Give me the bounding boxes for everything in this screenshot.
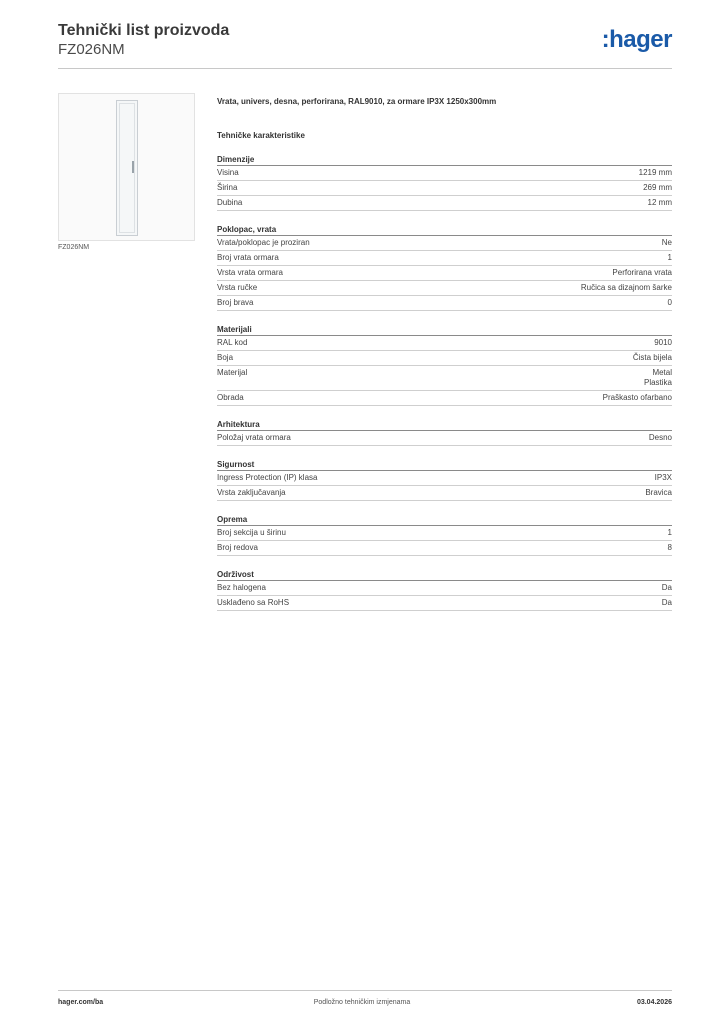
spec-value	[581, 283, 672, 293]
product-code-heading: FZ026NM	[58, 41, 125, 58]
spec-group	[217, 419, 672, 446]
spec-value	[612, 268, 672, 278]
spec-row	[217, 541, 672, 556]
door-handle-icon	[132, 161, 134, 173]
spec-value	[662, 598, 672, 608]
spec-label: Broj sekcija u širinu	[217, 528, 286, 537]
spec-label: RAL kod	[217, 338, 248, 347]
spec-group	[217, 514, 672, 556]
page-title: Tehnički list proizvoda	[58, 22, 230, 39]
spec-value	[645, 488, 672, 498]
spec-row	[217, 581, 672, 596]
spec-group-title: Oprema	[217, 514, 672, 526]
spec-row	[217, 296, 672, 311]
spec-value-line: Plastika	[643, 378, 672, 387]
spec-label: Položaj vrata ormara	[217, 433, 291, 442]
spec-group	[217, 569, 672, 611]
spec-value	[603, 393, 672, 403]
spec-value	[668, 528, 672, 538]
spec-row	[217, 596, 672, 611]
spec-label: Širina	[217, 183, 238, 192]
spec-group	[217, 224, 672, 311]
spec-row	[217, 431, 672, 446]
footer-divider	[58, 990, 672, 991]
spec-value-line: Ne	[661, 238, 672, 247]
spec-label: Ingress Protection (IP) klasa	[217, 473, 318, 482]
spec-row	[217, 391, 672, 406]
spec-row	[217, 471, 672, 486]
door-panel-image	[58, 93, 195, 241]
spec-group-title: Arhitektura	[217, 419, 672, 431]
header-divider	[58, 68, 672, 69]
spec-value-line: 1219 mm	[638, 168, 672, 177]
spec-group-title: Dimenzije	[217, 154, 672, 166]
spec-label: Bez halogena	[217, 583, 266, 592]
spec-row	[217, 166, 672, 181]
spec-row	[217, 266, 672, 281]
spec-label: Usklađeno sa RoHS	[217, 598, 290, 607]
spec-group-title: Poklopac, vrata	[217, 224, 672, 236]
spec-value	[662, 583, 672, 593]
footer-disclaimer: Podložno tehničkim izmjenama	[313, 999, 411, 1006]
spec-value	[655, 473, 672, 483]
tech-characteristics-title: Tehničke karakteristike	[217, 131, 305, 140]
spec-value	[668, 543, 672, 553]
hager-logo: :hager	[601, 26, 672, 53]
spec-group-title: Sigurnost	[217, 459, 672, 471]
footer-date: 03.04.2026	[636, 999, 672, 1006]
spec-row	[217, 281, 672, 296]
spec-value-line: 8	[667, 543, 672, 552]
spec-value-line: 1	[667, 253, 672, 262]
spec-value-line: 0	[667, 298, 672, 307]
spec-label: Boja	[217, 353, 234, 362]
spec-value	[668, 298, 672, 308]
spec-row	[217, 526, 672, 541]
spec-label: Broj redova	[217, 543, 258, 552]
spec-group-title: Materijali	[217, 324, 672, 336]
spec-value	[649, 433, 672, 443]
spec-label: Vrsta zaključavanja	[217, 488, 286, 497]
spec-value-line: IP3X	[654, 473, 672, 482]
spec-value-line: Da	[661, 598, 672, 607]
spec-group	[217, 324, 672, 406]
door-illustration	[116, 100, 138, 236]
spec-row	[217, 196, 672, 211]
spec-value-line: Čista bijela	[632, 353, 672, 362]
spec-row	[217, 336, 672, 351]
spec-value-line: Desno	[648, 433, 672, 442]
spec-label: Dubina	[217, 198, 243, 207]
spec-row	[217, 251, 672, 266]
spec-value	[648, 198, 672, 208]
spec-value-line: 12 mm	[647, 198, 672, 207]
spec-row	[217, 351, 672, 366]
spec-label: Broj vrata ormara	[217, 253, 279, 262]
spec-value-line: 9010	[654, 338, 672, 347]
spec-value-line: 1	[667, 528, 672, 537]
spec-group-title: Održivost	[217, 569, 672, 581]
spec-value-line: Perforirana vrata	[612, 268, 672, 277]
image-caption: FZ026NM	[58, 244, 90, 251]
spec-label: Obrada	[217, 393, 244, 402]
spec-value	[662, 238, 672, 248]
spec-group	[217, 459, 672, 501]
spec-groups	[217, 154, 672, 611]
spec-value-line: Bravica	[645, 488, 672, 497]
spec-value-line: Da	[661, 583, 672, 592]
spec-value	[633, 353, 672, 363]
product-description: Vrata, univers, desna, perforirana, RAL9010, za ormare IP3X 1250x300mm	[217, 97, 497, 106]
spec-value	[639, 168, 672, 178]
spec-value	[643, 183, 672, 193]
spec-value	[644, 368, 672, 388]
spec-label: Vrsta ručke	[217, 283, 258, 292]
spec-value-line: Praškasto ofarbano	[602, 393, 672, 402]
spec-value-line: Ručica sa dizajnom šarke	[580, 283, 672, 292]
spec-label: Broj brava	[217, 298, 254, 307]
spec-row	[217, 181, 672, 196]
page-header	[58, 20, 672, 68]
spec-row	[217, 236, 672, 251]
spec-label: Vrata/poklopac je proziran	[217, 238, 310, 247]
spec-value-line: Metal	[652, 368, 672, 377]
spec-label: Materijal	[217, 368, 248, 377]
logo-text: hager	[609, 26, 672, 53]
spec-value	[654, 338, 672, 348]
spec-label: Visina	[217, 168, 239, 177]
spec-value	[668, 253, 672, 263]
spec-label: Vrsta vrata ormara	[217, 268, 283, 277]
spec-row	[217, 366, 672, 391]
spec-row	[217, 486, 672, 501]
spec-value-line: 269 mm	[643, 183, 672, 192]
spec-content	[217, 97, 672, 611]
footer-website: hager.com/ba	[58, 999, 104, 1006]
spec-group	[217, 154, 672, 211]
